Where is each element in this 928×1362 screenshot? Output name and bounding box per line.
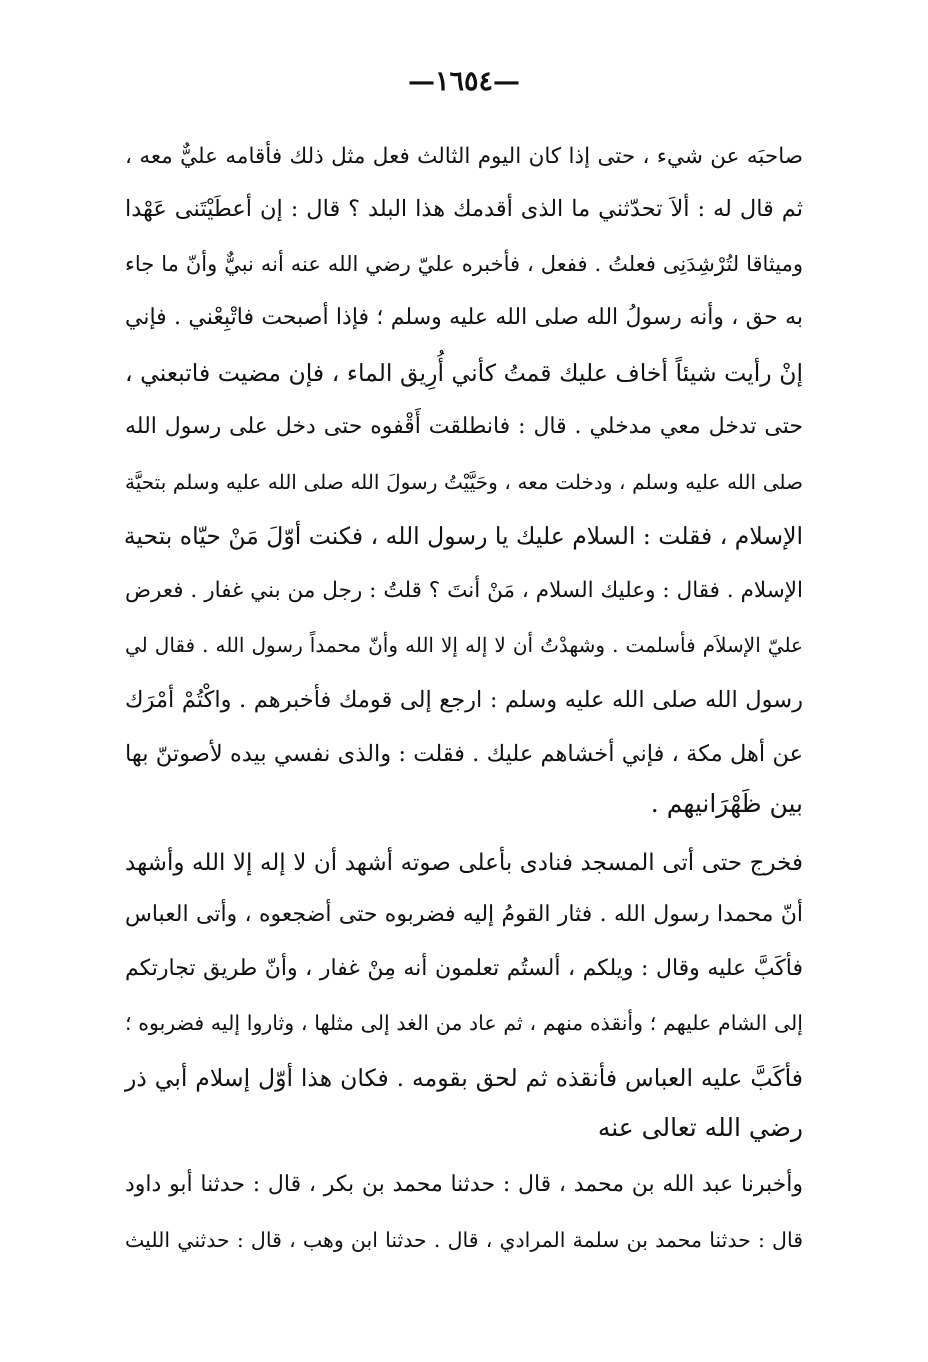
text-line: بين ظَهْرَانيهم . (650, 789, 803, 818)
text-line: أنّ محمدا رسول الله . فثار القومُ إليه فضربوه حتى أضجعوه ، وأتى العباس (125, 902, 803, 927)
text-line: الإسلام ، فقلت : السلام عليك يا رسول الله ، فكنت أوّلَ مَنْ حيّاه بتحية (123, 522, 803, 550)
text-line: فخرج حتى أتى المسجد فنادى بأعلى صوته أشهد أن لا إله إلا الله وأشهد (125, 850, 803, 876)
text-line: حتى تدخل معي مدخلي . قال : فانطلقت أَقْفوه حتى دخل على رسول الله (125, 414, 803, 439)
text-line: وميثاقا لتُرْشِدَنِى فعلتُ . ففعل ، فأخبره عليّ رضي الله عنه أنه نبيٌّ وأنّ ما جاء (125, 252, 803, 276)
text-line: رضي الله تعالى عنه (597, 1113, 803, 1142)
text-line: إنْ رأيت شيئاً أخاف عليك قمتُ كأني أُرِيق الماء ، فإن مضيت فاتبعني ، (125, 359, 803, 387)
text-line: به حق ، وأنه رسولُ الله صلى الله عليه وسلم ؛ فإذا أصبحت فاتْبِعْني . فإني (125, 305, 803, 330)
text-line: صاحبَه عن شيء ، حتى إذا كان اليوم الثالث فعل مثل ذلك فأقامه عليٌّ معه ، (125, 144, 803, 169)
text-line: عليّ الإسلاَم فأسلمت . وشهدْتُ أن لا إله إلا الله وأنّ محمداً رسول الله . فقال لي (125, 633, 803, 657)
text-line: عن أهل مكة ، فإني أخشاهم عليك . فقلت : والذى نفسي بيده لأصوتنّ بها (125, 741, 803, 767)
text-line: وأخبرنا عبد الله بن محمد ، قال : حدثنا محمد بن بكر ، قال : حدثنا أبو داود (125, 1172, 803, 1197)
page-number: —١٦٥٤— (407, 66, 520, 97)
text-line: رسول الله صلى الله عليه وسلم : ارجع إلى قومك فأخبرهم . واكْتُمْ أمْرَك (125, 687, 803, 713)
text-line: فأكَبَّ عليه وقال : ويلكم ، ألستُم تعلمون أنه مِنْ غفار ، وأنّ طريق تجارتكم (125, 956, 803, 981)
text-line: ثم قال له : ألاَ تحدّثني ما الذى أقدمك هذا البلد ؟ قال : إن أعطَيْتَنى عَهْدا (125, 196, 803, 222)
text-line: قال : حدثنا محمد بن سلمة المرادي ، قال . حدثنا ابن وهب ، قال : حدثني الليث (125, 1228, 803, 1252)
text-line: فأكَبَّ عليه العباس فأنقذه ثم لحق بقومه . فكان هذا أوّل إسلام أبي ذر (125, 1064, 803, 1092)
text-line: الإسلام . فقال : وعليك السلام ، مَنْ أنتَ ؟ قلتُ : رجل من بني غفار . فعرض (125, 578, 803, 603)
text-line: إلى الشام عليهم ؛ وأنقذه منهم ، ثم عاد من الغد إلى مثلها ، وثاروا إليه فضربوه ؛ (125, 1011, 803, 1035)
text-line: صلى الله عليه وسلم ، ودخلت معه ، وحَيَّيْتُ رسولَ الله صلى الله عليه وسلم بتحيَّة (125, 470, 803, 494)
